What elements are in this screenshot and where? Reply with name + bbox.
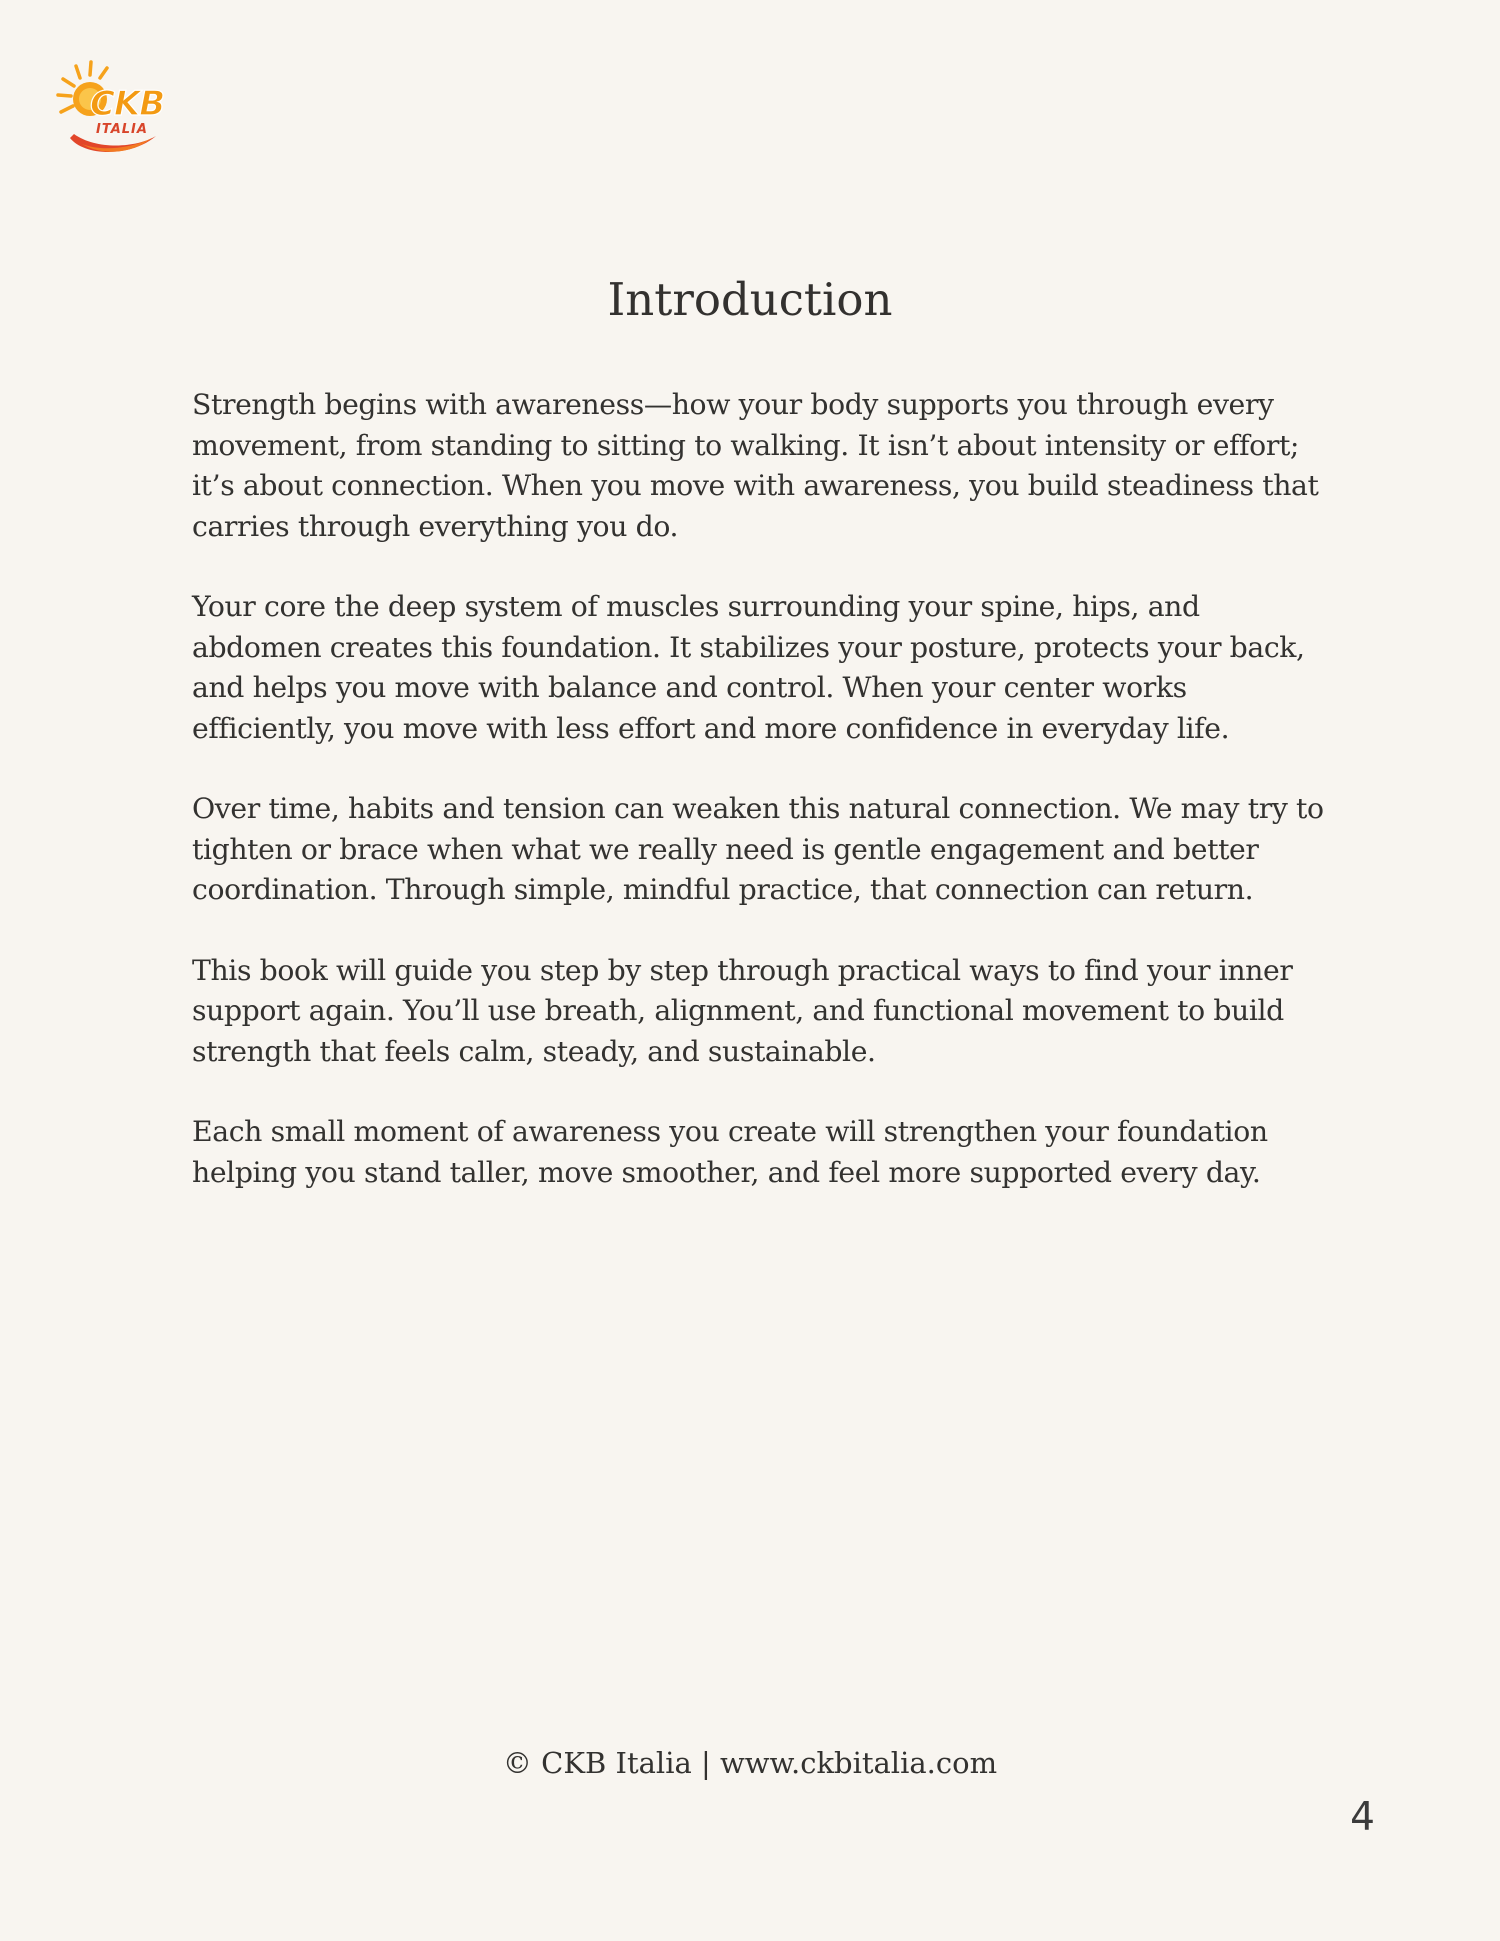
paragraph-5: Each small moment of awareness you create will strengthen your foundation helping you stand taller, move smoother, and feel more supported every day. — [192, 1115, 1268, 1189]
body-text — [192, 385, 1332, 1233]
paragraph-3: Over time, habits and tension can weaken this natural connection. We may try to tighten or brace when what we really need is gentle engagement and better coordination. Through simple, mindful practice, that connection can return. — [192, 792, 1324, 906]
logo-subtitle-text: ITALIA — [96, 122, 148, 137]
paragraph-4: This book will guide you step by step through practical ways to find your inner support again. You’ll use breath, alignment, and functional movement to build strength that feels calm, steady, and sustainable. — [192, 953, 1293, 1068]
ckb-italia-logo — [52, 58, 180, 162]
logo-brand-text: CKB — [90, 84, 165, 124]
paragraph-1: Strength begins with awareness—how your body supports you through every movement, from standing to sitting to walking. It isn’t about intensity or effort; it’s about connection. When you move with awareness, you build steadiness that carries through everything you do. — [192, 388, 1319, 543]
footer-copyright: © CKB Italia | www.ckbitalia.com — [502, 1746, 998, 1780]
page-title: Introduction — [607, 273, 893, 326]
sun-logo-icon — [52, 58, 180, 162]
page-number: 4 — [1350, 1795, 1375, 1840]
paragraph-2: Your core the deep system of muscles surrounding your spine, hips, and abdomen creates this foundation. It stabilizes your posture, protects your back, and helps you move with balance and control. When your center works efficiently, you move with less effort and more confidence in everyday life. — [192, 590, 1305, 745]
